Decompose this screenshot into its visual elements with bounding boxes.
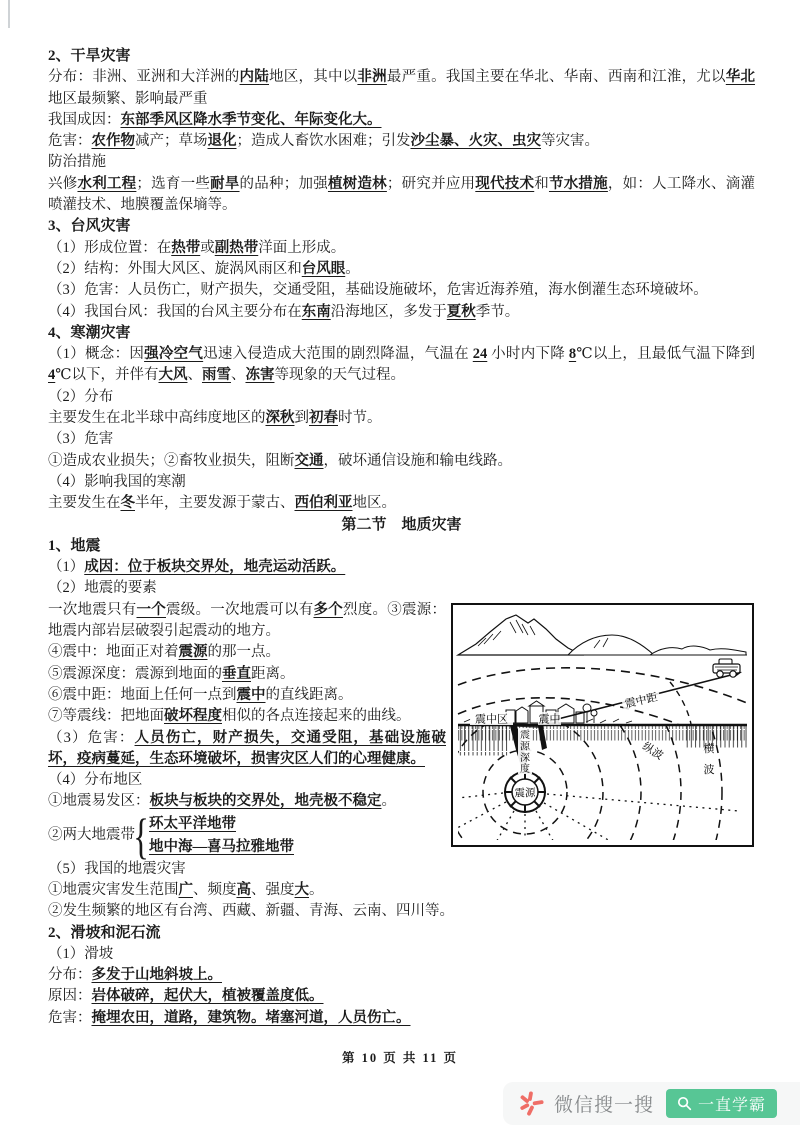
text-segment: 水利工程 bbox=[77, 175, 137, 192]
text-segment: 农作物 bbox=[91, 133, 135, 150]
brace-item: 地中海—喜马拉雅地带 bbox=[149, 838, 294, 855]
text-segment: 多个 bbox=[313, 601, 343, 618]
paragraph bbox=[48, 578, 755, 599]
text-segment: 最严重。我国主要在华北、华南、西南和江淮，尤以 bbox=[386, 69, 726, 86]
text-segment: ，如：人工降水、滴灌喷灌技术、地膜覆盖保墒等。 bbox=[48, 175, 756, 214]
banner-badge-button bbox=[666, 1089, 777, 1118]
text-segment: 交通 bbox=[294, 452, 324, 469]
text-segment: 、 bbox=[187, 367, 202, 384]
text-segment: ④震中：地面正对着 bbox=[48, 644, 179, 661]
paragraph bbox=[48, 110, 755, 131]
text-segment: 4、寒潮灾害 bbox=[48, 324, 131, 341]
label-s-wave: 横波 bbox=[703, 742, 715, 776]
search-icon bbox=[677, 1096, 692, 1111]
heading bbox=[48, 323, 755, 344]
text-segment: 2、干旱灾害 bbox=[48, 48, 131, 64]
earthquake-diagram bbox=[450, 602, 755, 848]
paragraph bbox=[48, 302, 755, 323]
text-segment: 距离。 bbox=[251, 665, 295, 682]
text-segment: ；选育一些 bbox=[136, 175, 211, 192]
label-epicentral-area: 震中区 bbox=[475, 713, 508, 726]
heading bbox=[48, 923, 755, 944]
sousou-spark-icon bbox=[518, 1090, 545, 1117]
text-blocks-earthquake bbox=[48, 600, 755, 1029]
text-segment: ①地震易发区： bbox=[48, 793, 150, 810]
text-segment: 高 bbox=[236, 881, 251, 898]
text-segment: 相似的各点连接起来的曲线。 bbox=[222, 708, 411, 725]
text-segment: ⑦等震线：把地面 bbox=[48, 708, 164, 725]
text-segment: 主要发生在北半球中高纬度地区的 bbox=[48, 410, 266, 427]
text-segment: （1） bbox=[48, 559, 85, 576]
text-segment: 危害： bbox=[48, 133, 92, 150]
page-number: 第 10 页 共 11 页 bbox=[342, 1051, 458, 1065]
text-segment: 地区最频繁、影响最严重 bbox=[48, 90, 208, 107]
document-body bbox=[48, 46, 755, 1029]
text-segment: 震级。一次地震可以有 bbox=[166, 601, 314, 618]
banner-brand-label: 微信搜一搜 bbox=[554, 1095, 655, 1116]
paragraph bbox=[48, 280, 755, 301]
text-segment: （1）滑坡 bbox=[48, 945, 114, 962]
text-segment: 。 bbox=[381, 793, 396, 810]
text-segment: 板块与板块的交界处，地壳极不稳定 bbox=[149, 793, 382, 810]
brace-item: 环太平洋地带 bbox=[149, 815, 236, 832]
text-segment: （3）危害： bbox=[48, 729, 135, 746]
text-segment: 广 bbox=[178, 881, 193, 898]
text-segment: 8 bbox=[568, 346, 577, 363]
text-segment: 东部季风区降水季节变化、年际变化大。 bbox=[120, 111, 382, 128]
text-segment: 分布：非洲、亚洲和大洋洲的 bbox=[48, 69, 240, 86]
text-segment: 沿海地区，多发于 bbox=[330, 303, 447, 320]
text-segment: 到 bbox=[294, 410, 309, 427]
text-segment: 岩体破碎，起伏大，植被覆盖度低。 bbox=[91, 988, 324, 1005]
heading bbox=[48, 536, 755, 557]
text-segment: 地区。 bbox=[352, 495, 396, 512]
text-segment: ②发生频繁的地区有台湾、西藏、新疆、青海、云南、四川等。 bbox=[48, 903, 454, 920]
paragraph bbox=[48, 451, 755, 472]
heading bbox=[48, 46, 755, 67]
text-segment: ；造成人畜饮水困难；引发 bbox=[236, 133, 411, 150]
text-segment: （4）我国台风：我国的台风主要分布在 bbox=[48, 303, 302, 320]
text-segment: 大 bbox=[294, 881, 309, 898]
banner-badge-label: 一直学霸 bbox=[698, 1097, 767, 1114]
text-segment: 24 bbox=[472, 346, 488, 363]
paragraph bbox=[48, 859, 755, 880]
paragraph bbox=[48, 259, 755, 280]
text-segment: 东南 bbox=[301, 303, 331, 320]
wechat-search-banner bbox=[503, 1082, 800, 1125]
text-segment: 或 bbox=[200, 239, 215, 256]
text-segment: 2、滑坡和泥石流 bbox=[48, 924, 161, 941]
paragraph bbox=[48, 152, 755, 173]
text-segment: 4 bbox=[48, 367, 56, 384]
text-segment: （3）危害 bbox=[48, 431, 114, 448]
text-segment: 分布： bbox=[48, 967, 92, 984]
text-segment: ⑤震源深度：震源到地面的 bbox=[48, 665, 222, 682]
text-segment: （2）结构：外围大风区、旋涡风雨区和 bbox=[48, 260, 302, 277]
text-segment: （4）影响我国的寒潮 bbox=[48, 473, 186, 490]
paragraph bbox=[48, 472, 755, 493]
text-segment: （4）分布地区 bbox=[48, 772, 143, 789]
paragraph bbox=[48, 238, 755, 259]
seismic-belts-brace bbox=[48, 807, 446, 864]
text-segment: 等现象的天气过程。 bbox=[274, 367, 405, 384]
paragraph bbox=[48, 901, 755, 922]
text-segment: 华北 bbox=[725, 69, 756, 86]
text-segment: （1）概念：因 bbox=[48, 346, 145, 363]
text-segment: ℃以下，并伴有 bbox=[55, 367, 159, 384]
text-segment: 强冷空气 bbox=[144, 346, 204, 363]
text-segment: 冬 bbox=[120, 495, 135, 512]
text-segment: 原因： bbox=[48, 988, 92, 1005]
paragraph bbox=[48, 387, 755, 408]
text-segment: 大风 bbox=[158, 367, 188, 384]
text-segment: ⑥震中距：地面上任何一点到 bbox=[48, 686, 237, 703]
brace-label: ②两大地震带 bbox=[48, 827, 135, 844]
paragraph bbox=[48, 174, 755, 217]
page-edge-artifact bbox=[8, 0, 10, 28]
paragraph bbox=[48, 1008, 755, 1029]
section-title bbox=[48, 515, 755, 536]
text-segment: 第二节 地质灾害 bbox=[341, 516, 462, 533]
text-segment: ①造成农业损失；②畜牧业损失，阻断 bbox=[48, 452, 295, 469]
hypocenter bbox=[504, 771, 546, 813]
text-segment: 震源 bbox=[178, 644, 208, 661]
text-segment: （1）形成位置：在 bbox=[48, 239, 172, 256]
text-segment: 的品种；加强 bbox=[239, 175, 328, 192]
text-segment: 雨雪 bbox=[201, 367, 231, 384]
text-segment: 减产；草场 bbox=[135, 133, 208, 150]
text-segment: ①地震灾害发生范围 bbox=[48, 881, 179, 898]
text-segment: 的直线距离。 bbox=[265, 686, 353, 703]
text-segment: 一次地震只有 bbox=[48, 601, 137, 618]
text-segment: 小时内下降 bbox=[487, 346, 569, 363]
text-segment: 、强度 bbox=[251, 881, 295, 898]
text-segment: 垂直 bbox=[222, 665, 251, 682]
paragraph bbox=[48, 408, 755, 429]
brace-items bbox=[149, 813, 294, 859]
text-segment: （2）地震的要素 bbox=[48, 580, 157, 597]
label-focus: 震源 bbox=[514, 787, 536, 799]
text-segment: 震中 bbox=[236, 686, 266, 703]
text-segment: 内陆 bbox=[239, 69, 270, 86]
text-segment: 洋面上形成。 bbox=[258, 239, 346, 256]
text-segment: 耐旱 bbox=[210, 175, 240, 192]
text-segment: （3）危害：人员伤亡，财产损失，交通受阻，基础设施破坏，危害近海养殖，海水倒灌生态环境破坏。 bbox=[48, 282, 708, 299]
text-segment: 、 bbox=[230, 367, 246, 384]
text-segment: 多发于山地斜坡上。 bbox=[91, 967, 222, 984]
text-segment: 主要发生在 bbox=[48, 495, 121, 512]
text-segment: 3、台风灾害 bbox=[48, 218, 131, 235]
text-segment: 热带 bbox=[171, 239, 201, 256]
label-epicentral-distance: 震中距 bbox=[623, 691, 659, 711]
text-segment: 。 bbox=[309, 881, 324, 898]
text-segment: 现代技术 bbox=[475, 175, 535, 192]
paragraph bbox=[48, 67, 755, 110]
text-segment: 初春 bbox=[309, 410, 338, 427]
label-epicenter: 震中 bbox=[538, 713, 561, 726]
text-segment: 时节。 bbox=[338, 410, 382, 427]
paragraph bbox=[48, 986, 755, 1007]
text-segment: 破坏程度 bbox=[164, 708, 222, 725]
text-segment: 掩埋农田，道路，建筑物。堵塞河道，人员伤亡。 bbox=[91, 1009, 411, 1026]
text-segment: 台风眼 bbox=[301, 260, 346, 277]
paragraph bbox=[48, 944, 755, 965]
label-focal-depth: 震源深度 bbox=[520, 729, 530, 775]
text-segment: 等灾害。 bbox=[541, 133, 599, 150]
text-segment: （2）分布 bbox=[48, 388, 114, 405]
text-segment: 夏秋 bbox=[446, 303, 476, 320]
text-segment: 迅速入侵造成大范围的剧烈降温，气温在 bbox=[203, 346, 473, 363]
text-segment: 深秋 bbox=[265, 410, 295, 427]
text-segment: 沙尘暴、火灾、虫灾 bbox=[410, 133, 541, 150]
brace-glyph: { bbox=[133, 807, 149, 864]
text-segment: 。 bbox=[345, 260, 360, 277]
text-blocks-upper bbox=[48, 46, 755, 600]
heading bbox=[48, 216, 755, 237]
text-segment: 节水措施 bbox=[548, 175, 608, 192]
text-segment: 植树造林 bbox=[327, 175, 387, 192]
text-segment: ℃以上，且最低气温下降到 bbox=[576, 346, 756, 363]
text-segment: ；研究并应用 bbox=[386, 175, 476, 192]
text-segment: 人员伤亡，财产损失，交通受阻，基础设施破坏，疫病蔓延，生态环境破坏，损害灾区人们的心理健康。 bbox=[48, 729, 446, 767]
text-segment: 我国成因： bbox=[48, 111, 121, 128]
text-segment: （5）我国的地震灾害 bbox=[48, 860, 186, 877]
paragraph bbox=[48, 965, 755, 986]
paragraph bbox=[48, 131, 755, 152]
text-segment: 一个 bbox=[136, 601, 166, 618]
ground-hatching-right bbox=[685, 725, 747, 747]
text-segment: 季节。 bbox=[475, 303, 520, 320]
label-p-wave: 纵波 bbox=[640, 740, 666, 763]
paragraph bbox=[48, 344, 755, 387]
text-segment: 成因：位于板块交界处，地壳运动活跃。 bbox=[84, 559, 346, 576]
text-segment: 危害： bbox=[48, 1009, 92, 1026]
earthquake-diagram-svg bbox=[450, 602, 755, 848]
text-segment: 副热带 bbox=[214, 239, 259, 256]
text-segment: 1、地震 bbox=[48, 537, 101, 554]
text-segment: 非洲 bbox=[357, 69, 387, 86]
text-segment: 防治措施 bbox=[48, 154, 106, 171]
text-segment: 烈度。③震源：地震内部岩层破裂引起震动的地方。 bbox=[48, 601, 446, 640]
paragraph bbox=[48, 429, 755, 450]
paragraph bbox=[48, 880, 755, 901]
text-segment: 的那一点。 bbox=[207, 644, 280, 661]
text-segment: 和 bbox=[534, 175, 549, 192]
paragraph bbox=[48, 557, 755, 578]
text-segment: ，破坏通信设施和输电线路。 bbox=[323, 452, 512, 469]
text-segment: 半年，主要发源于蒙古、 bbox=[135, 495, 295, 512]
text-segment: 兴修 bbox=[48, 175, 78, 192]
text-segment: 冻害 bbox=[245, 367, 275, 384]
text-segment: 退化 bbox=[207, 133, 237, 150]
paragraph bbox=[48, 493, 755, 514]
text-segment: 西伯利亚 bbox=[294, 495, 353, 512]
text-segment: 地区，其中以 bbox=[269, 69, 358, 86]
text-segment: 、频度 bbox=[193, 881, 237, 898]
